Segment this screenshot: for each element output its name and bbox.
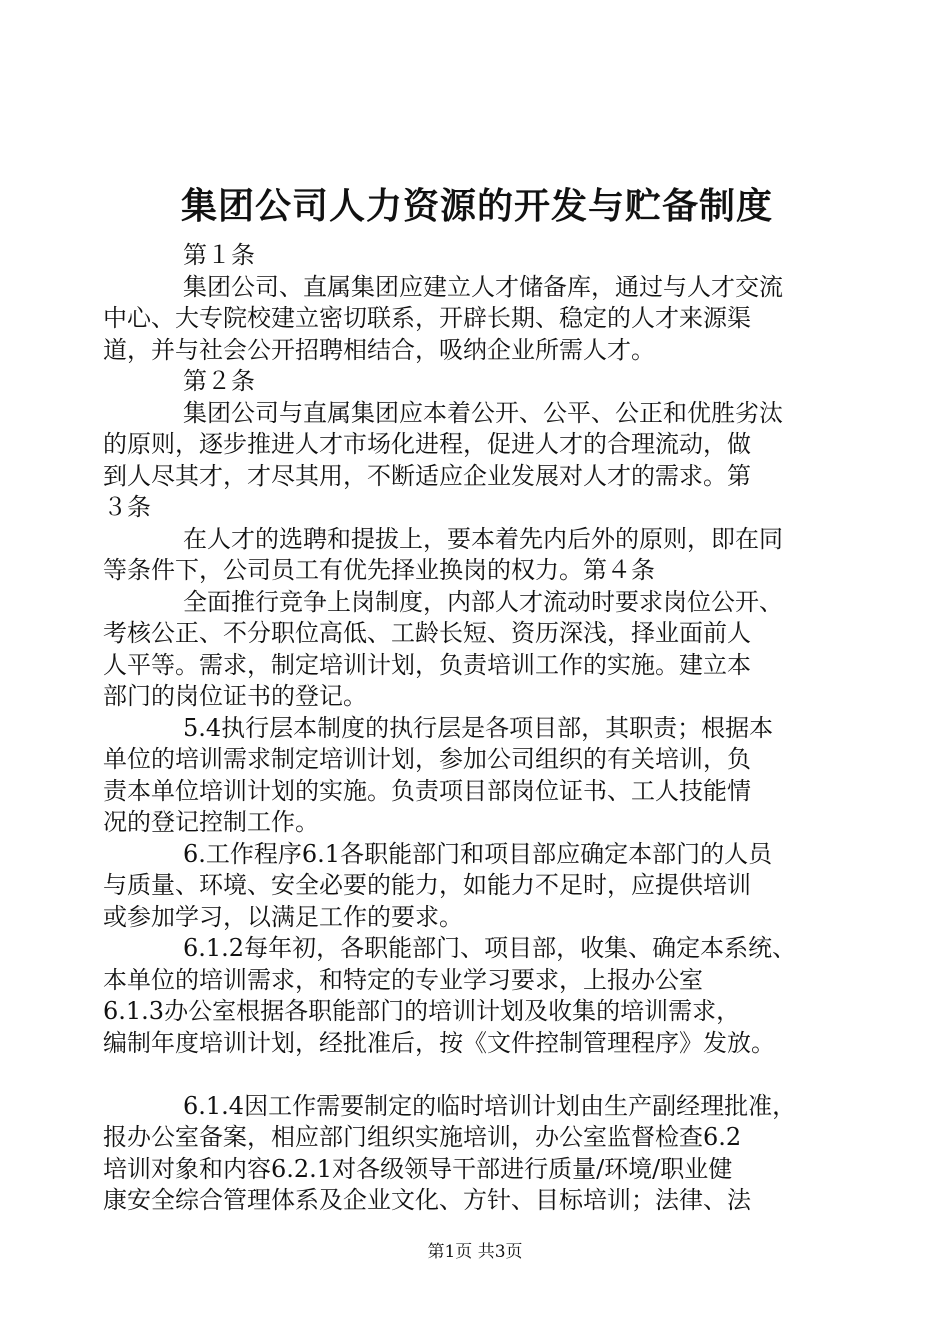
text-line: 6.1.3办公室根据各职能部门的培训计划及收集的培训需求，	[103, 997, 741, 1025]
text-line: 全面推行竞争上岗制度，内部人才流动时要求岗位公开、	[183, 587, 783, 616]
document-page	[103, 180, 851, 1217]
text-line: 康安全综合管理体系及企业文化、方针、目标培训；法律、法	[103, 1186, 751, 1214]
text-line: 单位的培训需求制定培训计划，参加公司组织的有关培训，负	[103, 745, 751, 773]
text-line: 与质量、环境、安全必要的能力，如能力不足时，应提供培训	[103, 871, 751, 899]
document-title: 集团公司人力资源的开发与贮备制度	[180, 186, 773, 227]
text-line: ３条	[103, 493, 151, 521]
text-line: 等条件下，公司员工有优先择业换岗的权力。第４条	[103, 556, 655, 584]
text-line: 5.4执行层本制度的执行层是各项目部，其职责；根据本	[183, 713, 774, 742]
text-line: 集团公司、直属集团应建立人才储备库，通过与人才交流	[183, 272, 783, 301]
text-line: 况的登记控制工作。	[103, 808, 319, 836]
text-line: 第１条	[183, 241, 255, 269]
text-line: 中心、大专院校建立密切联系，开辟长期、稳定的人才来源渠	[103, 304, 751, 332]
text-line: 集团公司与直属集团应本着公开、公平、公正和优胜劣汰	[183, 398, 783, 427]
text-line	[103, 1059, 851, 1091]
text-line: 6.1.4因工作需要制定的临时培训计划由生产副经理批准，	[183, 1091, 797, 1120]
text-line: 或参加学习，以满足工作的要求。	[103, 902, 463, 931]
text-line: 编制年度培训计划，经批准后，按《文件控制管理程序》发放。	[103, 1028, 775, 1057]
text-line: 6.工作程序6.1各职能部门和项目部应确定本部门的人员	[183, 839, 773, 868]
text-line: 本单位的培训需求，和特定的专业学习要求，上报办公室	[103, 965, 703, 994]
text-line: 责本单位培训计划的实施。负责项目部岗位证书、工人技能情	[103, 776, 751, 805]
text-line: 道，并与社会公开招聘相结合，吸纳企业所需人才。	[103, 335, 655, 364]
text-line: 在人才的选聘和提拔上，要本着先内后外的原则，即在同	[183, 524, 783, 553]
text-line: 的原则，逐步推进人才市场化进程，促进人才的合理流动，做	[103, 430, 751, 458]
text-line: 部门的岗位证书的登记。	[103, 682, 367, 710]
text-line: 人平等。需求，制定培训计划，负责培训工作的实施。建立本	[103, 650, 751, 679]
text-line: 6.1.2每年初，各职能部门、项目部，收集、确定本系统、	[183, 934, 797, 962]
document-body	[103, 240, 851, 1217]
page-footer: 第1页 共3页	[427, 1242, 523, 1262]
text-line: 培训对象和内容6.2.1对各级领导干部进行质量/环境/职业健	[103, 1154, 733, 1183]
text-line: 到人尽其才，才尽其用，不断适应企业发展对人才的需求。第	[103, 461, 751, 490]
text-line: 考核公正、不分职位高低、工龄长短、资历深浅，择业面前人	[103, 619, 751, 647]
text-line: 第２条	[183, 367, 255, 395]
text-line: 报办公室备案，相应部门组织实施培训，办公室监督检查6.2	[103, 1123, 742, 1151]
